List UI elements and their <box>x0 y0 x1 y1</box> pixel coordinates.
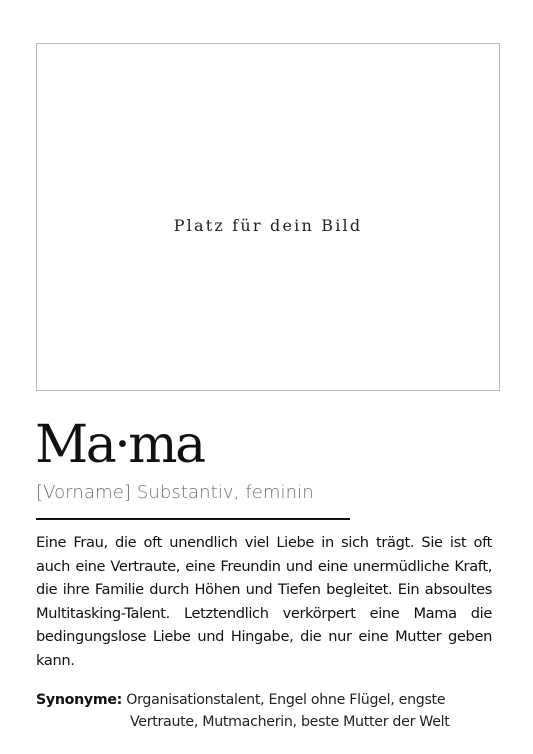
definition-text: Eine Frau, die oft unendlich viel Liebe in sich trägt. Sie ist oft auch eine Vertraute, eine Freundin und eine unermüdliche Kraft, die ihre Familie durch Höhen und Tiefen begleitet. Ein absoultes Multitasking-Talent. Letztendlich verkörpert eine Mama die bedingungslose Liebe und Hingabe, die nur eine Mutter geben kann. <box>36 534 492 669</box>
word-title: Ma·ma <box>35 415 204 475</box>
synonyms-block <box>36 689 506 733</box>
word-grammar-info: [Vorname] Substantiv, feminin <box>36 482 314 503</box>
synonyms-line-2: Vertraute, Mutmacherin, beste Mutter der Welt <box>130 714 450 730</box>
divider-line <box>36 518 350 520</box>
photo-placeholder-text: Platz für dein Bild <box>173 216 363 235</box>
synonyms-line-1: Organisationstalent, Engel ohne Flügel, engste <box>126 692 446 708</box>
synonyms-label: Synonyme: <box>36 692 123 708</box>
photo-placeholder-frame <box>36 43 500 391</box>
